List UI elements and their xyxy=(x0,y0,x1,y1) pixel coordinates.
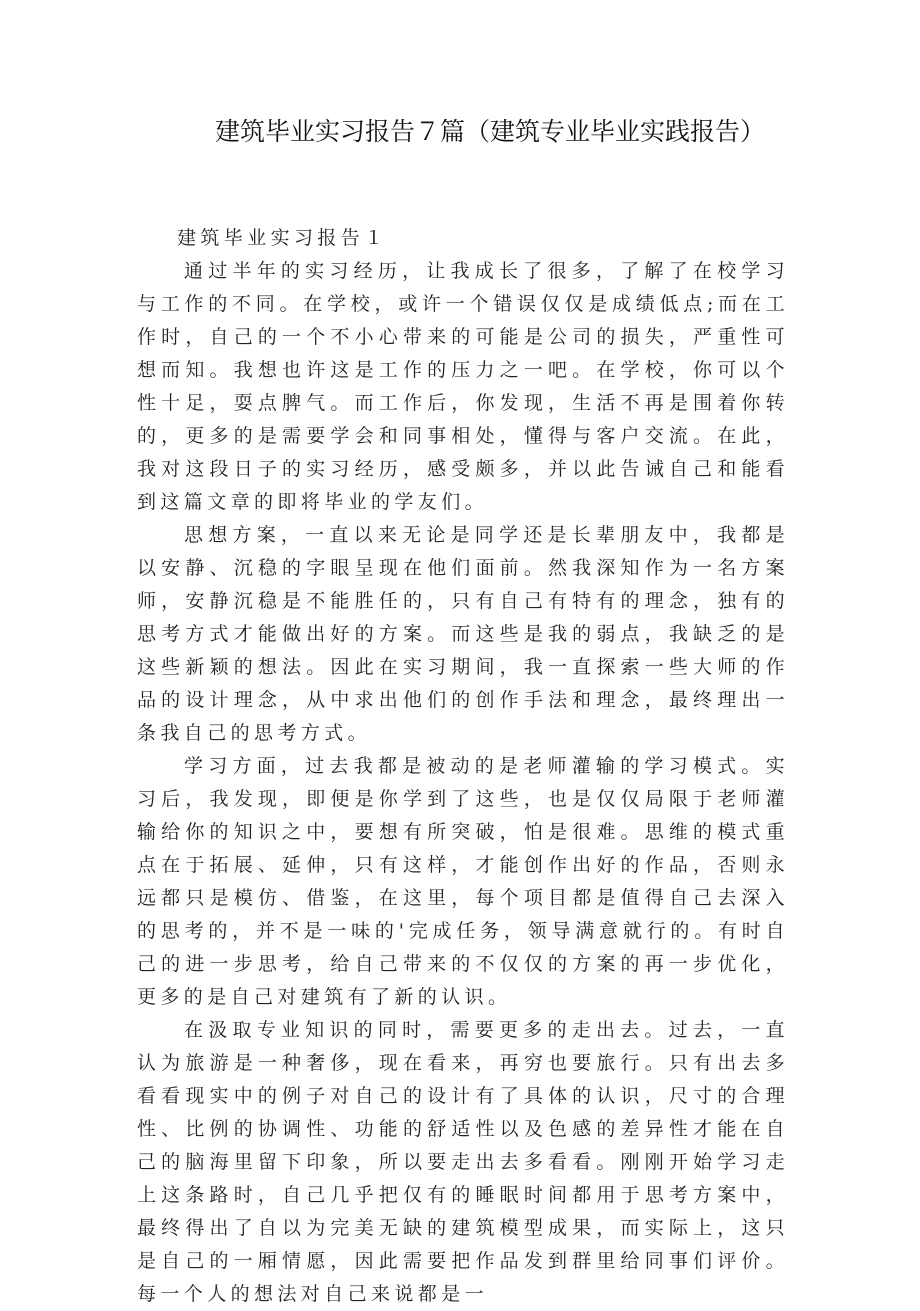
section-heading: 建筑毕业实习报告１ xyxy=(177,227,388,249)
document-title: 建筑毕业实习报告７篇（建筑专业毕业实践报告） xyxy=(214,117,765,146)
paragraph-3: 学习方面，过去我都是被动的是老师灌输的学习模式。实习后，我发现，即便是你学到了这些，也是仅仅局限于老师灌输给你的知识之中，要想有所突破，怕是很难。思维的模式重点在于拓展、延伸，只有这样，才能创作出好的作品，否则永远都只是模仿、借鉴，在这里，每个项目都是值得自己去深入的思考的，并不是一味的'完成任务，领导满意就行的。有时自己的进一步思考，给自己带来的不仅仅的方案的再一步优化，更多的是自己对建筑有了新的认识。 xyxy=(137,755,789,1008)
paragraph-1: 通过半年的实习经历，让我成长了很多，了解了在校学习与工作的不同。在学校，或许一个错误仅仅是成绩低点;而在工作时，自己的一个不小心带来的可能是公司的损失，严重性可想而知。我想也许这是工作的压力之一吧。在学校，你可以个性十足，耍点脾气。而工作后，你发现，生活不再是围着你转的，更多的是需要学会和同事相处，懂得与客户交流。在此，我对这段日子的实习经历，感受颇多，并以此告诫自己和能看到这篇文章的即将毕业的学友们。 xyxy=(137,260,789,513)
paragraph-4: 在汲取专业知识的同时，需要更多的走出去。过去，一直认为旅游是一种奢侈，现在看来，再穷也要旅行。只有出去多看看现实中的例子对自己的设计有了具体的认识，尺寸的合理性、比例的协调性、功能的舒适性以及色感的差异性才能在自己的脑海里留下印象，所以要走出去多看看。刚刚开始学习走上这条路时，自己几乎把仅有的睡眠时间都用于思考方案中，最终得出了自以为完美无缺的建筑模型成果，而实际上，这只是自己的一厢情愿，因此需要把作品发到群里给同事们评价。每一个人的想法对自己来说都是一 xyxy=(137,1019,789,1305)
paragraph-2: 思想方案，一直以来无论是同学还是长辈朋友中，我都是以安静、沉稳的字眼呈现在他们面前。然我深知作为一名方案师，安静沉稳是不能胜任的，只有自己有特有的理念，独有的思考方式才能做出好的方案。而这些是我的弱点，我缺乏的是这些新颖的想法。因此在实习期间，我一直探索一些大师的作品的设计理念，从中求出他们的创作手法和理念，最终理出一条我自己的思考方式。 xyxy=(137,524,789,744)
document-body xyxy=(137,222,789,1311)
